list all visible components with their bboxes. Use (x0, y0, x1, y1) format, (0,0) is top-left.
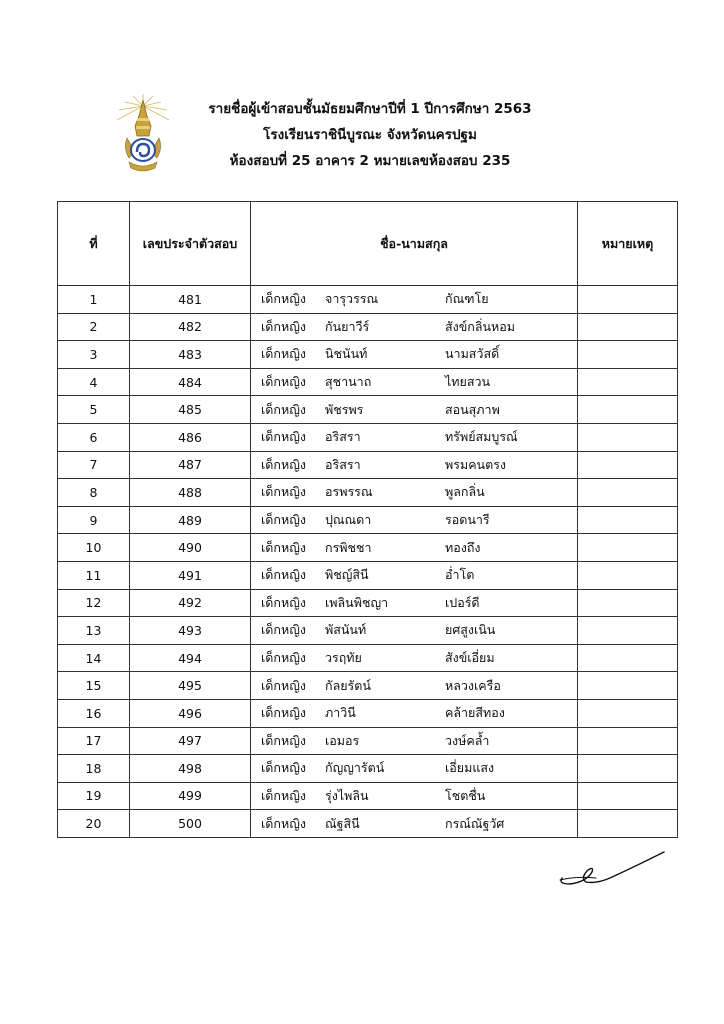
first-name: สุชานาถ (325, 374, 372, 390)
last-name: ทองถึง (445, 539, 481, 555)
name-prefix: เด็กหญิง (261, 732, 306, 748)
student-name (251, 479, 578, 507)
col-header-id: เลขประจำตัวสอบ (130, 202, 251, 286)
name-prefix: เด็กหญิง (261, 291, 306, 307)
row-number: 12 (58, 589, 130, 617)
first-name: นิชนันท์ (325, 346, 368, 362)
first-name: เพลินพิชญา (325, 594, 389, 610)
first-name: จารุวรรณ (325, 291, 379, 307)
table-row (58, 644, 678, 672)
last-name: ยศสูงเนิน (445, 622, 496, 638)
row-number: 17 (58, 727, 130, 755)
exam-id: 483 (130, 341, 251, 369)
exam-id: 488 (130, 479, 251, 507)
note-cell (578, 561, 678, 589)
student-name (251, 506, 578, 534)
row-number: 18 (58, 755, 130, 783)
first-name: เอมอร (325, 732, 360, 748)
table-row (58, 396, 678, 424)
student-name (251, 782, 578, 810)
note-cell (578, 506, 678, 534)
exam-id: 484 (130, 368, 251, 396)
signature-icon (556, 848, 668, 890)
document-header (180, 96, 560, 174)
row-number: 19 (58, 782, 130, 810)
table-row (58, 286, 678, 314)
student-name (251, 423, 578, 451)
name-prefix: เด็กหญิง (261, 484, 306, 500)
row-number: 9 (58, 506, 130, 534)
first-name: กันยาวีร์ (325, 318, 370, 334)
table-row (58, 727, 678, 755)
name-prefix: เด็กหญิง (261, 346, 306, 362)
student-name (251, 286, 578, 314)
row-number: 4 (58, 368, 130, 396)
first-name: กรพิชชา (325, 539, 372, 555)
row-number: 14 (58, 644, 130, 672)
row-number: 5 (58, 396, 130, 424)
student-name (251, 313, 578, 341)
note-cell (578, 286, 678, 314)
name-prefix: เด็กหญิง (261, 815, 306, 831)
table-row (58, 672, 678, 700)
note-cell (578, 727, 678, 755)
name-prefix: เด็กหญิง (261, 374, 306, 390)
table-row (58, 479, 678, 507)
student-name (251, 341, 578, 369)
exam-id: 493 (130, 617, 251, 645)
exam-id: 486 (130, 423, 251, 451)
last-name: สอนสุภาพ (445, 401, 500, 417)
name-prefix: เด็กหญิง (261, 456, 306, 472)
exam-id: 497 (130, 727, 251, 755)
row-number: 13 (58, 617, 130, 645)
table-header-row (58, 202, 678, 286)
last-name: อ่ำโต (445, 567, 475, 583)
row-number: 20 (58, 810, 130, 838)
first-name: อริสรา (325, 429, 361, 445)
first-name: อรพรรณ (325, 484, 373, 500)
first-name: ณัฐสินี (325, 815, 360, 831)
note-cell (578, 782, 678, 810)
row-number: 1 (58, 286, 130, 314)
note-cell (578, 755, 678, 783)
last-name: รอดนารี (445, 512, 490, 528)
last-name: วงษ์คล้ำ (445, 732, 490, 748)
table-row (58, 534, 678, 562)
last-name: เอี่ยมแสง (445, 760, 495, 776)
header-school: โรงเรียนราชินีบูรณะ จังหวัดนครปฐม (263, 127, 477, 143)
name-prefix: เด็กหญิง (261, 539, 306, 555)
name-prefix: เด็กหญิง (261, 429, 306, 445)
note-cell (578, 644, 678, 672)
name-prefix: เด็กหญิง (261, 705, 306, 721)
exam-id: 494 (130, 644, 251, 672)
name-prefix: เด็กหญิง (261, 318, 306, 334)
name-prefix: เด็กหญิง (261, 594, 306, 610)
row-number: 10 (58, 534, 130, 562)
school-crest-icon (113, 92, 173, 176)
student-name (251, 699, 578, 727)
exam-id: 490 (130, 534, 251, 562)
row-number: 15 (58, 672, 130, 700)
table-row (58, 755, 678, 783)
first-name: วรฤทัย (325, 650, 362, 666)
last-name: โชตชื่น (445, 787, 486, 803)
row-number: 11 (58, 561, 130, 589)
last-name: พรมคนตรง (445, 456, 507, 472)
name-prefix: เด็กหญิง (261, 622, 306, 638)
col-header-name: ชื่อ-นามสกุล (251, 202, 578, 286)
last-name: สังข์เอี่ยม (445, 650, 495, 666)
note-cell (578, 341, 678, 369)
table-row (58, 506, 678, 534)
note-cell (578, 368, 678, 396)
table-row (58, 617, 678, 645)
student-name (251, 451, 578, 479)
student-name (251, 534, 578, 562)
last-name: ไทยสวน (445, 374, 491, 390)
last-name: ทรัพย์สมบูรณ์ (445, 429, 518, 445)
exam-id: 500 (130, 810, 251, 838)
col-header-no: ที่ (58, 202, 130, 286)
first-name: ภาวินี (325, 705, 356, 721)
note-cell (578, 479, 678, 507)
last-name: กรณ์ณัฐวัศ (445, 815, 505, 831)
row-number: 16 (58, 699, 130, 727)
student-name (251, 755, 578, 783)
first-name: พิชญ์สินี (325, 567, 369, 583)
table-row (58, 810, 678, 838)
note-cell (578, 672, 678, 700)
col-header-note: หมายเหตุ (578, 202, 678, 286)
first-name: พัชรพร (325, 401, 364, 417)
first-name: พัสนันท์ (325, 622, 367, 638)
name-prefix: เด็กหญิง (261, 567, 306, 583)
student-name (251, 396, 578, 424)
table-row (58, 313, 678, 341)
exam-id: 492 (130, 589, 251, 617)
student-name (251, 810, 578, 838)
row-number: 8 (58, 479, 130, 507)
note-cell (578, 451, 678, 479)
first-name: ปุณณดา (325, 512, 372, 528)
row-number: 2 (58, 313, 130, 341)
table-row (58, 699, 678, 727)
exam-id: 491 (130, 561, 251, 589)
row-number: 6 (58, 423, 130, 451)
last-name: เปอร์ดี (445, 594, 480, 610)
student-name (251, 617, 578, 645)
exam-id: 489 (130, 506, 251, 534)
exam-id: 487 (130, 451, 251, 479)
student-name (251, 589, 578, 617)
exam-roster-table (57, 201, 678, 838)
name-prefix: เด็กหญิง (261, 512, 306, 528)
last-name: คล้ายสีทอง (445, 705, 505, 721)
table-row (58, 423, 678, 451)
first-name: รุ่งไพลิน (325, 787, 369, 803)
table-row (58, 782, 678, 810)
student-name (251, 644, 578, 672)
last-name: กัณฑโย (445, 291, 489, 307)
student-name (251, 368, 578, 396)
last-name: นามสวัสดิ์ (445, 346, 500, 362)
exam-id: 495 (130, 672, 251, 700)
table-body (58, 286, 678, 838)
note-cell (578, 810, 678, 838)
first-name: อริสรา (325, 456, 361, 472)
note-cell (578, 396, 678, 424)
header-room: ห้องสอบที่ 25 อาคาร 2 หมายเลขห้องสอบ 235 (229, 153, 511, 169)
exam-id: 481 (130, 286, 251, 314)
name-prefix: เด็กหญิง (261, 677, 306, 693)
name-prefix: เด็กหญิง (261, 787, 306, 803)
header-title: รายชื่อผู้เข้าสอบชั้นมัธยมศึกษาปีที่ 1 ปีการศึกษา 2563 (208, 101, 532, 117)
name-prefix: เด็กหญิง (261, 401, 306, 417)
note-cell (578, 589, 678, 617)
exam-id: 499 (130, 782, 251, 810)
note-cell (578, 534, 678, 562)
student-name (251, 672, 578, 700)
table-row (58, 451, 678, 479)
student-name (251, 561, 578, 589)
row-number: 7 (58, 451, 130, 479)
name-prefix: เด็กหญิง (261, 650, 306, 666)
first-name: กัลยรัตน์ (325, 677, 371, 693)
table-row (58, 341, 678, 369)
exam-id: 482 (130, 313, 251, 341)
table-row (58, 589, 678, 617)
row-number: 3 (58, 341, 130, 369)
name-prefix: เด็กหญิง (261, 760, 306, 776)
table-row (58, 368, 678, 396)
note-cell (578, 699, 678, 727)
exam-id: 498 (130, 755, 251, 783)
last-name: พูลกลิ่น (445, 484, 485, 500)
table-row (58, 561, 678, 589)
last-name: สังข์กลิ่นหอม (445, 318, 516, 334)
exam-id: 496 (130, 699, 251, 727)
last-name: หลวงเครือ (445, 677, 501, 693)
note-cell (578, 313, 678, 341)
note-cell (578, 423, 678, 451)
exam-id: 485 (130, 396, 251, 424)
student-name (251, 727, 578, 755)
first-name: กัญญารัตน์ (325, 760, 385, 776)
note-cell (578, 617, 678, 645)
